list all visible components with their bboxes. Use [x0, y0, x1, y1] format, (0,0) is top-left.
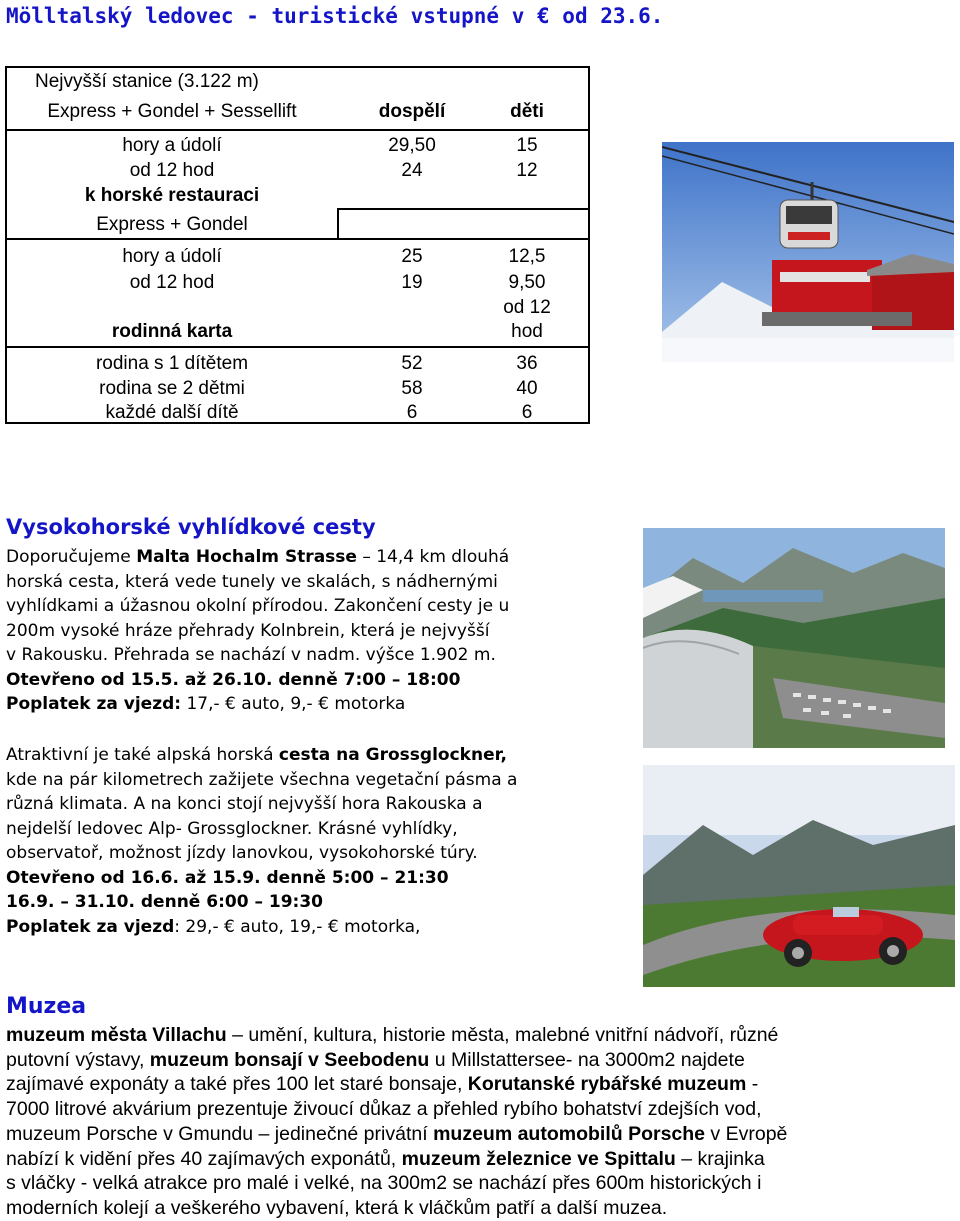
family-note: od 12 [503, 297, 551, 318]
station-label: Nejvyšší stanice (3.122 m) [35, 71, 259, 92]
adult-price: 19 [401, 272, 423, 293]
cable-car-photo [662, 142, 954, 362]
adult-price: 6 [406, 402, 418, 423]
red-car-illustration [643, 765, 955, 987]
adult-price: 58 [401, 378, 423, 399]
text-line: v Rakousku. Přehrada se nachází v nadm. výšce 1.902 m. [6, 645, 496, 665]
adult-price: 52 [401, 353, 423, 374]
lift-label: Express + Gondel [96, 214, 248, 235]
price-table [5, 66, 590, 424]
kid-price: 12,5 [508, 246, 546, 267]
family-note: hod [511, 321, 543, 342]
text-line: nejdelší ledovec Alp- Grossglockner. Krásné vyhlídky, [6, 818, 458, 839]
road-paragraph-malta [6, 545, 624, 717]
text-line [6, 915, 624, 940]
text-span: u Millstattersee- na 3000m2 najdete [429, 1048, 745, 1071]
divider [7, 346, 588, 348]
adult-price: 24 [401, 160, 423, 181]
text-span: Atraktivní je také alpská horská [6, 745, 279, 765]
highlight-text: muzeum města Villachu [6, 1024, 227, 1046]
text-line [6, 1147, 954, 1172]
highlight-text: muzeum bonsají v Seebodenu [149, 1048, 430, 1071]
text-span: zajímavé exponáty a také přes 100 let staré bonsaje, [6, 1073, 468, 1096]
text-line [6, 1023, 954, 1048]
red-car-photo [643, 765, 955, 987]
divider [7, 129, 588, 131]
text-line: různá klimata. A na konci stojí nejvyšší hora Rakouska a [6, 794, 483, 814]
highlight-text: muzeum železnice ve Spittalu [401, 1147, 676, 1170]
text-line: vyhlídkami a úžasnou okolní přírodou. Zakončení cesty je u [6, 596, 510, 616]
row-label: každé další dítě [105, 402, 239, 423]
text-span: - [746, 1073, 759, 1096]
text-line: 200m vysoké hráze přehrady Kolnbrein, která je nejvyšší [6, 620, 490, 641]
kid-price: 36 [516, 353, 538, 374]
row-label: rodina se 2 dětmi [99, 378, 245, 399]
text-span: Doporučujeme [6, 547, 137, 567]
museums-paragraph [6, 1023, 954, 1221]
text-line: moderních kolejí a veškerého vybavení, která k vláčkům patří a další muzea. [6, 1196, 668, 1219]
text-span: putovní výstavy, [6, 1048, 150, 1071]
kid-price: 9,50 [508, 272, 546, 293]
highlight-text: cesta na Grossglockner, [278, 745, 507, 765]
kid-price: 40 [516, 378, 538, 399]
text-line [6, 692, 624, 717]
text-line [6, 1048, 954, 1073]
text-line: s vláčky - velká atrakce pro malé i velké, na 300m2 se nachází přes 600m historických i [6, 1172, 762, 1195]
highlight-text: Korutanské rybářské muzeum [467, 1073, 747, 1096]
col-header-kids: děti [510, 101, 544, 122]
row-label: hory a údolí [122, 135, 222, 156]
text-line: horská cesta, která vede tunely ve skalách, s nádhernými [6, 571, 498, 592]
lift-label: Express + Gondel + Sessellift [47, 101, 297, 122]
text-span: v Evropě [705, 1122, 788, 1145]
section-label: k horské restauraci [84, 185, 260, 206]
page-title: Mölltalský ledovec - turistické vstupné v € od 23.6. [6, 4, 664, 28]
text-line [6, 1122, 954, 1147]
text-span: – 14,4 km dlouhá [356, 547, 510, 567]
text-line [6, 545, 624, 570]
section-label: rodinná karta [111, 321, 233, 342]
kid-price: 15 [516, 135, 538, 156]
divider [337, 208, 589, 210]
text-line [6, 743, 624, 768]
adult-price: 29,50 [388, 135, 436, 156]
divider [7, 238, 588, 240]
opening-hours: Otevřeno od 15.5. až 26.10. denně 7:00 – 18:00 [6, 669, 461, 690]
kid-price: 6 [521, 402, 533, 423]
text-span: – umění, kultura, historie města, malebné vnitřní nádvoří, různé [226, 1024, 779, 1046]
text-line: 7000 litrové akvárium prezentuje živoucí důkaz a přehled rybího bohatství zdejších vod, [6, 1098, 762, 1121]
text-line: kde na pár kilometrech zažijete všechna vegetační pásma a [6, 769, 518, 790]
row-label: rodina s 1 dítětem [95, 353, 249, 374]
text-span: nabízí k vidění přes 40 zajímavých exponátů, [6, 1147, 402, 1170]
adult-price: 25 [401, 246, 423, 267]
fee-value: : 29,- € auto, 19,- € motorka, [174, 916, 421, 937]
col-header-adults: dospělí [378, 101, 446, 122]
opening-hours: 16.9. – 31.10. denně 6:00 – 19:30 [6, 892, 323, 912]
fee-label: Poplatek za vjezd: [6, 694, 182, 714]
highlight-text: muzeum automobilů Porsche [433, 1122, 706, 1145]
road-paragraph-grossglockner [6, 743, 624, 939]
row-label: od 12 hod [129, 160, 215, 181]
section-heading-museums: Muzea [6, 994, 87, 1019]
dam-illustration [643, 528, 945, 748]
cable-car-illustration [662, 142, 954, 362]
text-span: – krajinka [675, 1147, 765, 1170]
divider [337, 208, 339, 238]
highlight-text: Malta Hochalm Strasse [136, 547, 357, 567]
fee-value: 17,- € auto, 9,- € motorka [181, 694, 406, 714]
text-span: muzeum Porsche v Gmundu – jedinečné privátní [6, 1122, 434, 1145]
section-heading-roads: Vysokohorské vyhlídkové cesty [6, 515, 376, 539]
text-line [6, 1072, 954, 1097]
opening-hours: Otevřeno od 16.6. až 15.9. denně 5:00 – 21:30 [6, 867, 449, 888]
text-line: observatoř, možnost jízdy lanovkou, vysokohorské túry. [6, 843, 478, 863]
dam-photo [643, 528, 945, 748]
kid-price: 12 [516, 160, 538, 181]
row-label: od 12 hod [129, 272, 215, 293]
row-label: hory a údolí [122, 246, 222, 267]
fee-label: Poplatek za vjezd [6, 916, 175, 937]
